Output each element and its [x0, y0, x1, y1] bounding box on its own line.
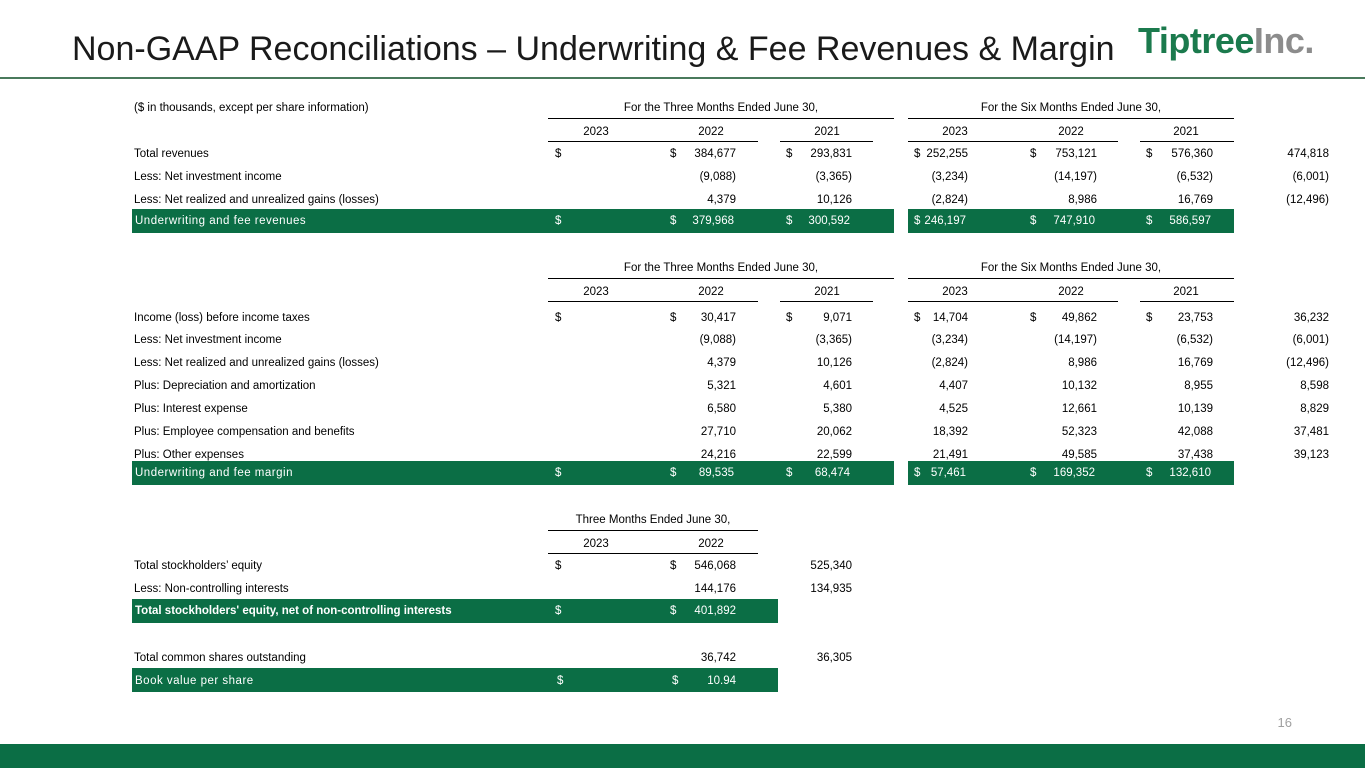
currency-symbol: $: [555, 467, 562, 479]
row-value: 37,481: [1293, 426, 1329, 438]
shares-label: Total common shares outstanding: [134, 652, 306, 664]
row-value: 10,126: [816, 357, 852, 369]
currency-symbol: $: [914, 215, 921, 227]
row-value: 42,088: [1177, 426, 1213, 438]
row-value: 576,360: [1171, 148, 1213, 160]
row-value: 30,417: [700, 312, 736, 324]
row-value: 474,818: [1287, 148, 1329, 160]
total-value: 456,321: [1285, 215, 1327, 227]
year-header-rule: [664, 553, 758, 554]
currency-symbol: $: [786, 467, 793, 479]
currency-symbol: $: [1146, 148, 1153, 160]
currency-symbol: $: [670, 312, 677, 324]
row-value: 14,704: [932, 312, 968, 324]
three-months-header: For the Three Months Ended June 30,: [623, 102, 819, 114]
equity-table-header: Three Months Ended June 30,: [575, 514, 731, 526]
row-value: 36,232: [1293, 312, 1329, 324]
six-months-header-rule: [908, 278, 1234, 279]
book-value-label: Book value per share: [135, 675, 254, 687]
row-value: 546,068: [694, 560, 736, 572]
row-value: 18,392: [932, 426, 968, 438]
currency-symbol: $: [1146, 312, 1153, 324]
currency-symbol: $: [555, 215, 562, 227]
logo-text-inc: Inc.: [1253, 20, 1314, 61]
row-value: 10,132: [1061, 380, 1097, 392]
book-value: 10.94: [707, 675, 736, 687]
total-value: 379,968: [692, 215, 734, 227]
year-header-rule: [1024, 301, 1118, 302]
shares-value: 36,305: [816, 652, 852, 664]
total-value: 401,892: [694, 605, 736, 617]
row-value: 8,829: [1300, 403, 1329, 415]
year-header: 2022: [1058, 286, 1084, 298]
year-header: 2022: [698, 286, 724, 298]
currency-symbol: $: [1146, 467, 1153, 479]
row-value: (2,824): [931, 357, 968, 369]
currency-symbol: $: [914, 467, 921, 479]
year-header: 2021: [814, 286, 840, 298]
row-label: Less: Non-controlling interests: [134, 583, 289, 595]
row-value: 16,769: [1177, 357, 1213, 369]
year-header-rule: [548, 301, 670, 302]
row-label: Less: Net realized and unrealized gains (losses): [134, 357, 379, 369]
currency-symbol: $: [670, 215, 677, 227]
currency-symbol: $: [1146, 215, 1153, 227]
row-value: (14,197): [1054, 334, 1097, 346]
row-value: 8,598: [1300, 380, 1329, 392]
currency-symbol: $: [670, 605, 677, 617]
year-header: 2021: [1173, 286, 1199, 298]
total-value: 132,610: [1169, 467, 1211, 479]
currency-symbol: $: [786, 215, 793, 227]
row-value: 8,955: [1184, 380, 1213, 392]
logo-text-tiptree: Tiptree: [1138, 20, 1254, 61]
row-value: (12,496): [1286, 194, 1329, 206]
year-header-rule: [548, 141, 670, 142]
row-value: 5,380: [823, 403, 852, 415]
row-value: (12,496): [1286, 357, 1329, 369]
row-value: 134,935: [810, 583, 852, 595]
row-label: Income (loss) before income taxes: [134, 312, 310, 324]
row-value: 39,123: [1293, 449, 1329, 461]
total-value: 390,405: [810, 605, 852, 617]
row-label: Total stockholders’ equity: [134, 560, 263, 572]
row-value: 4,407: [939, 380, 968, 392]
units-note: ($ in thousands, except per share information): [134, 102, 369, 114]
currency-symbol: $: [557, 675, 564, 687]
year-header-rule: [1024, 141, 1118, 142]
currency-symbol: $: [670, 148, 677, 160]
currency-symbol: $: [786, 312, 793, 324]
year-header: 2023: [583, 126, 609, 138]
row-value: 5,321: [707, 380, 736, 392]
row-value: 4,379: [707, 194, 736, 206]
row-value: 6,580: [707, 403, 736, 415]
row-value: 525,340: [810, 560, 852, 572]
total-value: 111,766: [1287, 467, 1327, 479]
currency-symbol: $: [1030, 312, 1037, 324]
row-value: 4,601: [823, 380, 852, 392]
currency-symbol: $: [555, 605, 562, 617]
row-value: (3,234): [931, 171, 968, 183]
total-value: 246,197: [924, 215, 966, 227]
header-divider: [0, 77, 1365, 79]
row-value: (3,234): [931, 334, 968, 346]
three-months-header-rule: [548, 278, 894, 279]
row-label: Less: Net investment income: [134, 171, 282, 183]
currency-symbol: $: [1030, 215, 1037, 227]
row-value: 10,139: [1177, 403, 1213, 415]
company-logo: [1138, 20, 1314, 62]
total-value: 57,461: [930, 467, 966, 479]
year-header: 2023: [583, 538, 609, 550]
row-value: 8,986: [1068, 194, 1097, 206]
total-label: Underwriting and fee margin: [135, 467, 293, 479]
year-header: 2023: [942, 126, 968, 138]
row-value: 12,661: [1061, 403, 1097, 415]
currency-symbol: $: [670, 560, 677, 572]
row-value: (3,365): [815, 334, 852, 346]
year-header-rule: [908, 301, 1029, 302]
total-value: 300,592: [808, 215, 850, 227]
total-value: 169,352: [1053, 467, 1095, 479]
row-value: 10,126: [816, 194, 852, 206]
currency-symbol: $: [672, 675, 679, 687]
six-months-header-rule: [908, 118, 1234, 119]
total-value: 89,535: [698, 467, 734, 479]
currency-symbol: $: [1030, 148, 1037, 160]
row-value: 293,831: [810, 148, 852, 160]
year-header: 2022: [1058, 126, 1084, 138]
total-value: 586,597: [1169, 215, 1211, 227]
row-value: 27,710: [700, 426, 736, 438]
currency-symbol: $: [1030, 467, 1037, 479]
row-value: 49,585: [1061, 449, 1097, 461]
page-title: Non-GAAP Reconciliations – Underwriting & Fee Revenues & Margin: [72, 30, 1115, 68]
row-label: Plus: Interest expense: [134, 403, 248, 415]
row-value: (3,365): [815, 171, 852, 183]
row-value: 49,862: [1061, 312, 1097, 324]
row-value: (6,532): [1176, 171, 1213, 183]
year-header: 2023: [583, 286, 609, 298]
row-value: (6,001): [1292, 334, 1329, 346]
currency-symbol: $: [555, 148, 562, 160]
row-value: 8,986: [1068, 357, 1097, 369]
currency-symbol: $: [670, 467, 677, 479]
row-value: 252,255: [926, 148, 968, 160]
year-header: 2021: [1173, 126, 1199, 138]
year-header-rule: [908, 141, 1029, 142]
row-value: 9,071: [823, 312, 852, 324]
total-label: Underwriting and fee revenues: [135, 215, 307, 227]
row-value: 24,216: [700, 449, 736, 461]
year-header-rule: [780, 141, 873, 142]
year-header-rule: [664, 301, 758, 302]
row-value: (9,088): [699, 334, 736, 346]
row-value: (14,197): [1054, 171, 1097, 183]
year-header-rule: [548, 553, 670, 554]
row-value: 4,379: [707, 357, 736, 369]
row-value: 20,062: [816, 426, 852, 438]
year-header: 2021: [814, 126, 840, 138]
shares-value: 36,742: [700, 652, 736, 664]
row-value: 23,753: [1177, 312, 1213, 324]
total-value: 747,910: [1053, 215, 1095, 227]
year-header-rule: [664, 141, 758, 142]
year-header: 2022: [698, 538, 724, 550]
currency-symbol: $: [914, 312, 921, 324]
row-value: 384,677: [694, 148, 736, 160]
row-value: 144,176: [694, 583, 736, 595]
year-header-rule: [1140, 141, 1234, 142]
row-value: 16,769: [1177, 194, 1213, 206]
year-header: 2023: [942, 286, 968, 298]
currency-symbol: $: [555, 312, 562, 324]
row-label: Total revenues: [134, 148, 209, 160]
row-value: 4,525: [939, 403, 968, 415]
row-value: 37,438: [1177, 449, 1213, 461]
row-value: 21,491: [932, 449, 968, 461]
year-header-rule: [1140, 301, 1234, 302]
row-value: (6,001): [1292, 171, 1329, 183]
currency-symbol: $: [786, 148, 793, 160]
total-value: 68,474: [814, 467, 850, 479]
footer-band: [0, 744, 1365, 768]
equity-header-rule: [548, 530, 758, 531]
row-label: Plus: Other expenses: [134, 449, 244, 461]
year-header: 2022: [698, 126, 724, 138]
total-equity-label: Total stockholders' equity, net of non-controlling interests: [135, 605, 452, 617]
row-label: Less: Net investment income: [134, 334, 282, 346]
row-value: 22,599: [816, 449, 852, 461]
row-label: Plus: Depreciation and amortization: [134, 380, 316, 392]
three-months-header-rule: [548, 118, 894, 119]
six-months-header: For the Six Months Ended June 30,: [980, 262, 1162, 274]
six-months-header: For the Six Months Ended June 30,: [980, 102, 1162, 114]
currency-symbol: $: [555, 560, 562, 572]
year-header-rule: [780, 301, 873, 302]
row-value: (2,824): [931, 194, 968, 206]
three-months-header: For the Three Months Ended June 30,: [623, 262, 819, 274]
row-value: 753,121: [1055, 148, 1097, 160]
row-label: Less: Net realized and unrealized gains (losses): [134, 194, 379, 206]
row-value: 52,323: [1061, 426, 1097, 438]
row-value: (9,088): [699, 171, 736, 183]
row-label: Plus: Employee compensation and benefits: [134, 426, 355, 438]
currency-symbol: $: [914, 148, 921, 160]
page-number: 16: [1277, 715, 1292, 730]
row-value: (6,532): [1176, 334, 1213, 346]
book-value: 10.75: [823, 675, 852, 687]
